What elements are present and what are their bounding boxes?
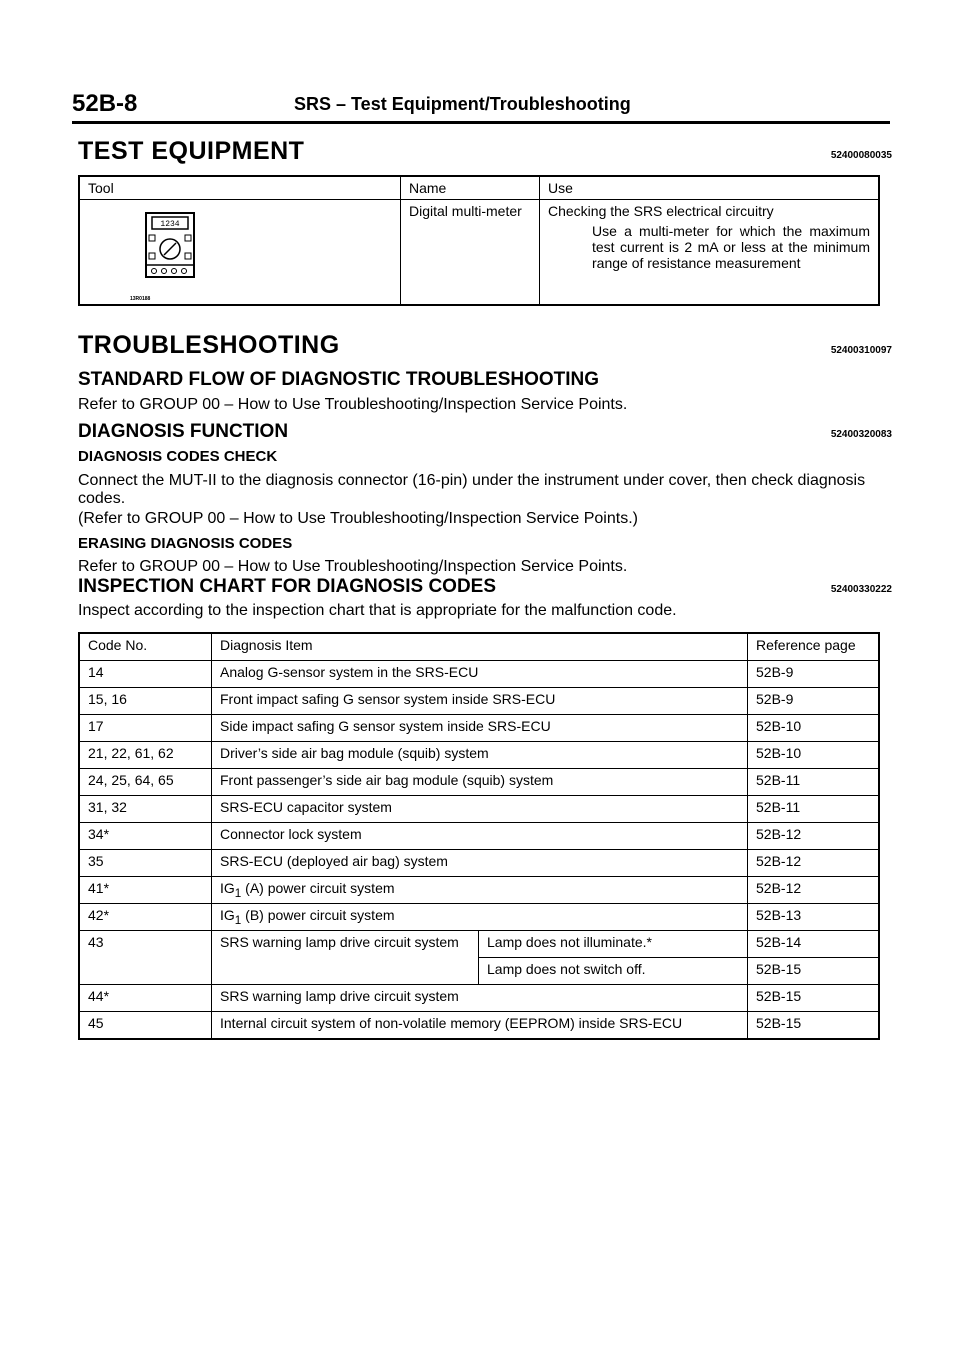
tool-image-label: 13R0188 <box>130 296 151 302</box>
page-header <box>72 90 892 117</box>
column-header: Use <box>540 176 880 200</box>
item-prefix: IG <box>220 907 235 923</box>
diagnosis-function-ref-no: 52400320083 <box>830 429 892 440</box>
reference-page-cell: 52B-15 <box>748 958 880 985</box>
item-subscript: 1 <box>234 886 242 900</box>
diagnosis-item-cell: SRS warning lamp drive circuit system <box>212 931 479 985</box>
diagnosis-item-cell: Connector lock system <box>212 823 748 850</box>
code-cell: 14 <box>79 661 212 688</box>
standard-flow-text: Refer to GROUP 00 – How to Use Troubleshooting/Inspection Service Points. <box>78 396 628 413</box>
inspection-chart-ref-no: 52400330222 <box>830 584 892 595</box>
reference-page-cell: 52B-15 <box>748 1012 880 1040</box>
header-rule <box>72 121 890 124</box>
reference-page-cell: 52B-9 <box>748 688 880 715</box>
table-row <box>79 200 879 306</box>
table-header-row <box>79 633 879 661</box>
table-row <box>79 742 879 769</box>
reference-page-cell: 52B-12 <box>748 850 880 877</box>
diagnosis-item-cell: SRS warning lamp drive circuit system <box>212 985 748 1012</box>
table-row <box>79 985 879 1012</box>
inspection-chart-heading: INSPECTION CHART FOR DIAGNOSIS CODES <box>78 576 497 597</box>
table-row <box>79 769 879 796</box>
tool-use-cell <box>540 200 880 306</box>
reference-page-cell: 52B-12 <box>748 877 880 904</box>
diagnosis-sub-item-cell: Lamp does not illuminate.* <box>479 931 748 958</box>
code-cell: 35 <box>79 850 212 877</box>
diagnosis-sub-item-cell: Lamp does not switch off. <box>479 958 748 985</box>
test-equipment-table <box>78 175 880 306</box>
reference-page-cell: 52B-9 <box>748 661 880 688</box>
tool-use: Checking the SRS electrical circuitry <box>548 203 774 219</box>
table-row <box>79 877 879 904</box>
table-row <box>79 688 879 715</box>
table-row <box>79 715 879 742</box>
diagnosis-item-cell: Front passenger’s side air bag module (squib) system <box>212 769 748 796</box>
reference-page-cell: 52B-11 <box>748 796 880 823</box>
table-row <box>79 661 879 688</box>
code-cell: 44* <box>79 985 212 1012</box>
diagnosis-item-cell <box>212 904 748 931</box>
reference-page-cell: 52B-14 <box>748 931 880 958</box>
reference-page-cell: 52B-15 <box>748 985 880 1012</box>
diagnosis-item-cell: SRS-ECU capacitor system <box>212 796 748 823</box>
code-cell: 17 <box>79 715 212 742</box>
diagnosis-function-heading: DIAGNOSIS FUNCTION <box>78 421 289 442</box>
column-header: Code No. <box>79 633 212 661</box>
code-cell: 43 <box>79 931 212 985</box>
column-header: Tool <box>79 176 401 200</box>
diagnosis-item-cell: SRS-ECU (deployed air bag) system <box>212 850 748 877</box>
diagnosis-item-cell: Side impact safing G sensor system inside SRS-ECU <box>212 715 748 742</box>
diagnosis-item-cell <box>212 877 748 904</box>
diagnosis-item-cell: Driver’s side air bag module (squib) system <box>212 742 748 769</box>
item-subscript: 1 <box>234 913 242 927</box>
reference-page-cell: 52B-12 <box>748 823 880 850</box>
table-row <box>79 904 879 931</box>
code-cell: 45 <box>79 1012 212 1040</box>
item-prefix: IG <box>220 880 235 896</box>
erasing-codes-heading: ERASING DIAGNOSIS CODES <box>78 535 293 552</box>
erasing-codes-text: Refer to GROUP 00 – How to Use Troubleshooting/Inspection Service Points. <box>78 558 628 575</box>
codes-check-text: Connect the MUT-II to the diagnosis connector (16-pin) under the instrument under cover, then check diagnosis codes. <box>78 472 866 507</box>
table-row <box>79 850 879 877</box>
code-cell: 34* <box>79 823 212 850</box>
code-cell: 21, 22, 61, 62 <box>79 742 212 769</box>
diagnosis-item-cell: Internal circuit system of non-volatile memory (EEPROM) inside SRS-ECU <box>212 1012 748 1040</box>
page-code: 52B-8 <box>72 90 138 117</box>
troubleshooting-ref-no: 52400310097 <box>830 345 892 356</box>
column-header: Reference page <box>748 633 880 661</box>
table-row <box>79 796 879 823</box>
item-suffix: (A) power circuit system <box>241 880 395 896</box>
reference-page-cell: 52B-10 <box>748 715 880 742</box>
code-cell: 31, 32 <box>79 796 212 823</box>
diagnosis-item-cell: Analog G-sensor system in the SRS-ECU <box>212 661 748 688</box>
item-suffix: (B) power circuit system <box>241 907 395 923</box>
tool-image-cell <box>79 200 401 306</box>
table-row <box>79 931 879 958</box>
code-cell: 24, 25, 64, 65 <box>79 769 212 796</box>
table-row <box>79 1012 879 1040</box>
troubleshooting-heading: TROUBLESHOOTING <box>78 331 340 359</box>
page-header-title: SRS – Test Equipment/Troubleshooting <box>294 94 631 114</box>
inspection-chart-table <box>78 632 880 1040</box>
test-equipment-heading: TEST EQUIPMENT <box>78 137 305 165</box>
svg-text:1234: 1234 <box>160 220 180 229</box>
codes-check-reference: (Refer to GROUP 00 – How to Use Troubleshooting/Inspection Service Points.) <box>78 510 638 527</box>
digital-multimeter-icon <box>140 211 200 281</box>
tool-use-note: Use a multi-meter for which the maximum test current is 2 mA or less at the minimum range of resistance measurement <box>592 223 870 271</box>
diagnosis-item-cell: Front impact safing G sensor system inside SRS-ECU <box>212 688 748 715</box>
codes-check-heading: DIAGNOSIS CODES CHECK <box>78 448 278 465</box>
column-header: Name <box>401 176 540 200</box>
standard-flow-heading: STANDARD FLOW OF DIAGNOSTIC TROUBLESHOOTING <box>78 369 600 390</box>
test-equipment-ref-no: 52400080035 <box>830 150 892 161</box>
code-cell: 15, 16 <box>79 688 212 715</box>
reference-page-cell: 52B-10 <box>748 742 880 769</box>
reference-page-cell: 52B-11 <box>748 769 880 796</box>
reference-page-cell: 52B-13 <box>748 904 880 931</box>
table-row <box>79 823 879 850</box>
code-cell: 41* <box>79 877 212 904</box>
table-header-row <box>79 176 879 200</box>
code-cell: 42* <box>79 904 212 931</box>
inspection-chart-intro: Inspect according to the inspection chart that is appropriate for the malfunction code. <box>78 602 677 619</box>
column-header: Diagnosis Item <box>212 633 748 661</box>
tool-name: Digital multi-meter <box>401 200 540 306</box>
